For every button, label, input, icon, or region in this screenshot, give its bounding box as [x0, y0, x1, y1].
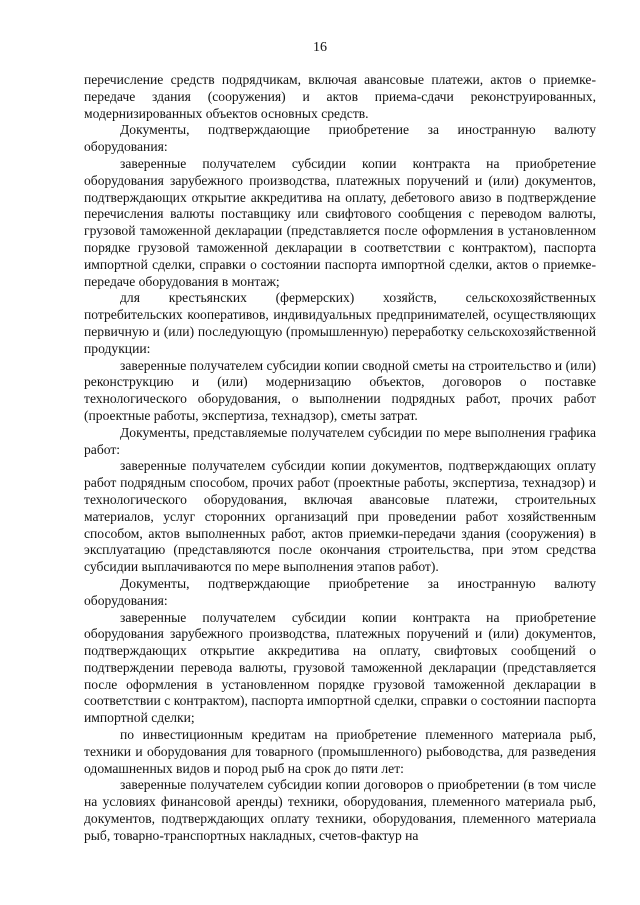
paragraph: заверенные получателем субсидии копии контракта на приобретение оборудования зарубежного производства, платежных поручений и (или) документов, подтверждающих открытие аккредитива на оплату, дебетового авизо в подтверждение перечисления валюты поставщику или свифтового сообщения с переводом валюты, грузовой таможенной декларации (представляется после оформления в установленном порядке грузовой таможенной декларации в соответствии с контрактом), паспорта импортной сделки, справки о состоянии паспорта импортной сделки, актов о приемке-передаче оборудования в монтаж; [84, 155, 596, 289]
paragraph: для крестьянских (фермерских) хозяйств, сельскохозяйственных потребительских кооперативов, индивидуальных предпринимателей, осуществляющих первичную и (или) последующую (промышленную) переработку сельскохозяйственной продукции: [84, 290, 596, 356]
paragraph: заверенные получателем субсидии копии документов, подтверждающих оплату работ подрядным способом, прочих работ (проектные работы, экспертиза, технадзор) и технологического оборудования, включая авансовые платежи, строительных материалов, услуг сторонних организаций при проведении работ хозяйственным способом, актов выполненных работ, актов приемки-передачи здания (сооружения) в эксплуатацию (представляются после окончания строительства, при этом средства субсидии выплачиваются по мере выполнения этапов работ). [84, 458, 596, 575]
paragraph: Документы, подтверждающие приобретение за иностранную валюту оборудования: [84, 122, 596, 155]
paragraph: заверенные получателем субсидии копии контракта на приобретение оборудования зарубежного производства, платежных поручений и (или) документов, подтверждающих открытие аккредитива на оплату, свифтовых сообщений о подтверждении перевода валюты, грузовой таможенной декларации (представляется после оформления в установленном порядке грузовой таможенной декларации в соответствии с контрактом), паспорта импортной сделки, справки о состоянии паспорта импортной сделки; [84, 609, 596, 726]
paragraph: заверенные получателем субсидии копии договоров о приобретении (в том числе на условиях финансовой аренды) техники, оборудования, племенного материала рыб, документов, подтверждающих оплату техники, оборудования, племенного материала рыб, товарно-транспортных накладных, счетов-фактур на [84, 777, 596, 843]
paragraph: перечисление средств подрядчикам, включая авансовые платежи, актов о приемке-передаче здания (сооружения) и актов приема-сдачи реконструированных, модернизированных объектов основных средств. [84, 72, 596, 121]
paragraph: заверенные получателем субсидии копии сводной сметы на строительство и (или) реконструкцию и (или) модернизацию объектов, договоров о поставке технологического оборудования, о выполнении подрядных работ, прочих работ (проектные работы, экспертиза, технадзор), сметы затрат. [84, 357, 596, 423]
page-number: 16 [313, 40, 327, 55]
paragraph: Документы, представляемые получателем субсидии по мере выполнения графика работ: [84, 424, 596, 457]
paragraph: Документы, подтверждающие приобретение за иностранную валюту оборудования: [84, 575, 596, 608]
paragraph: по инвестиционным кредитам на приобретение племенного материала рыб, техники и оборудования для товарного (промышленного) рыбоводства, для разведения одомашненных видов и пород рыб на срок до пяти лет: [84, 727, 596, 776]
document-body [84, 72, 596, 845]
